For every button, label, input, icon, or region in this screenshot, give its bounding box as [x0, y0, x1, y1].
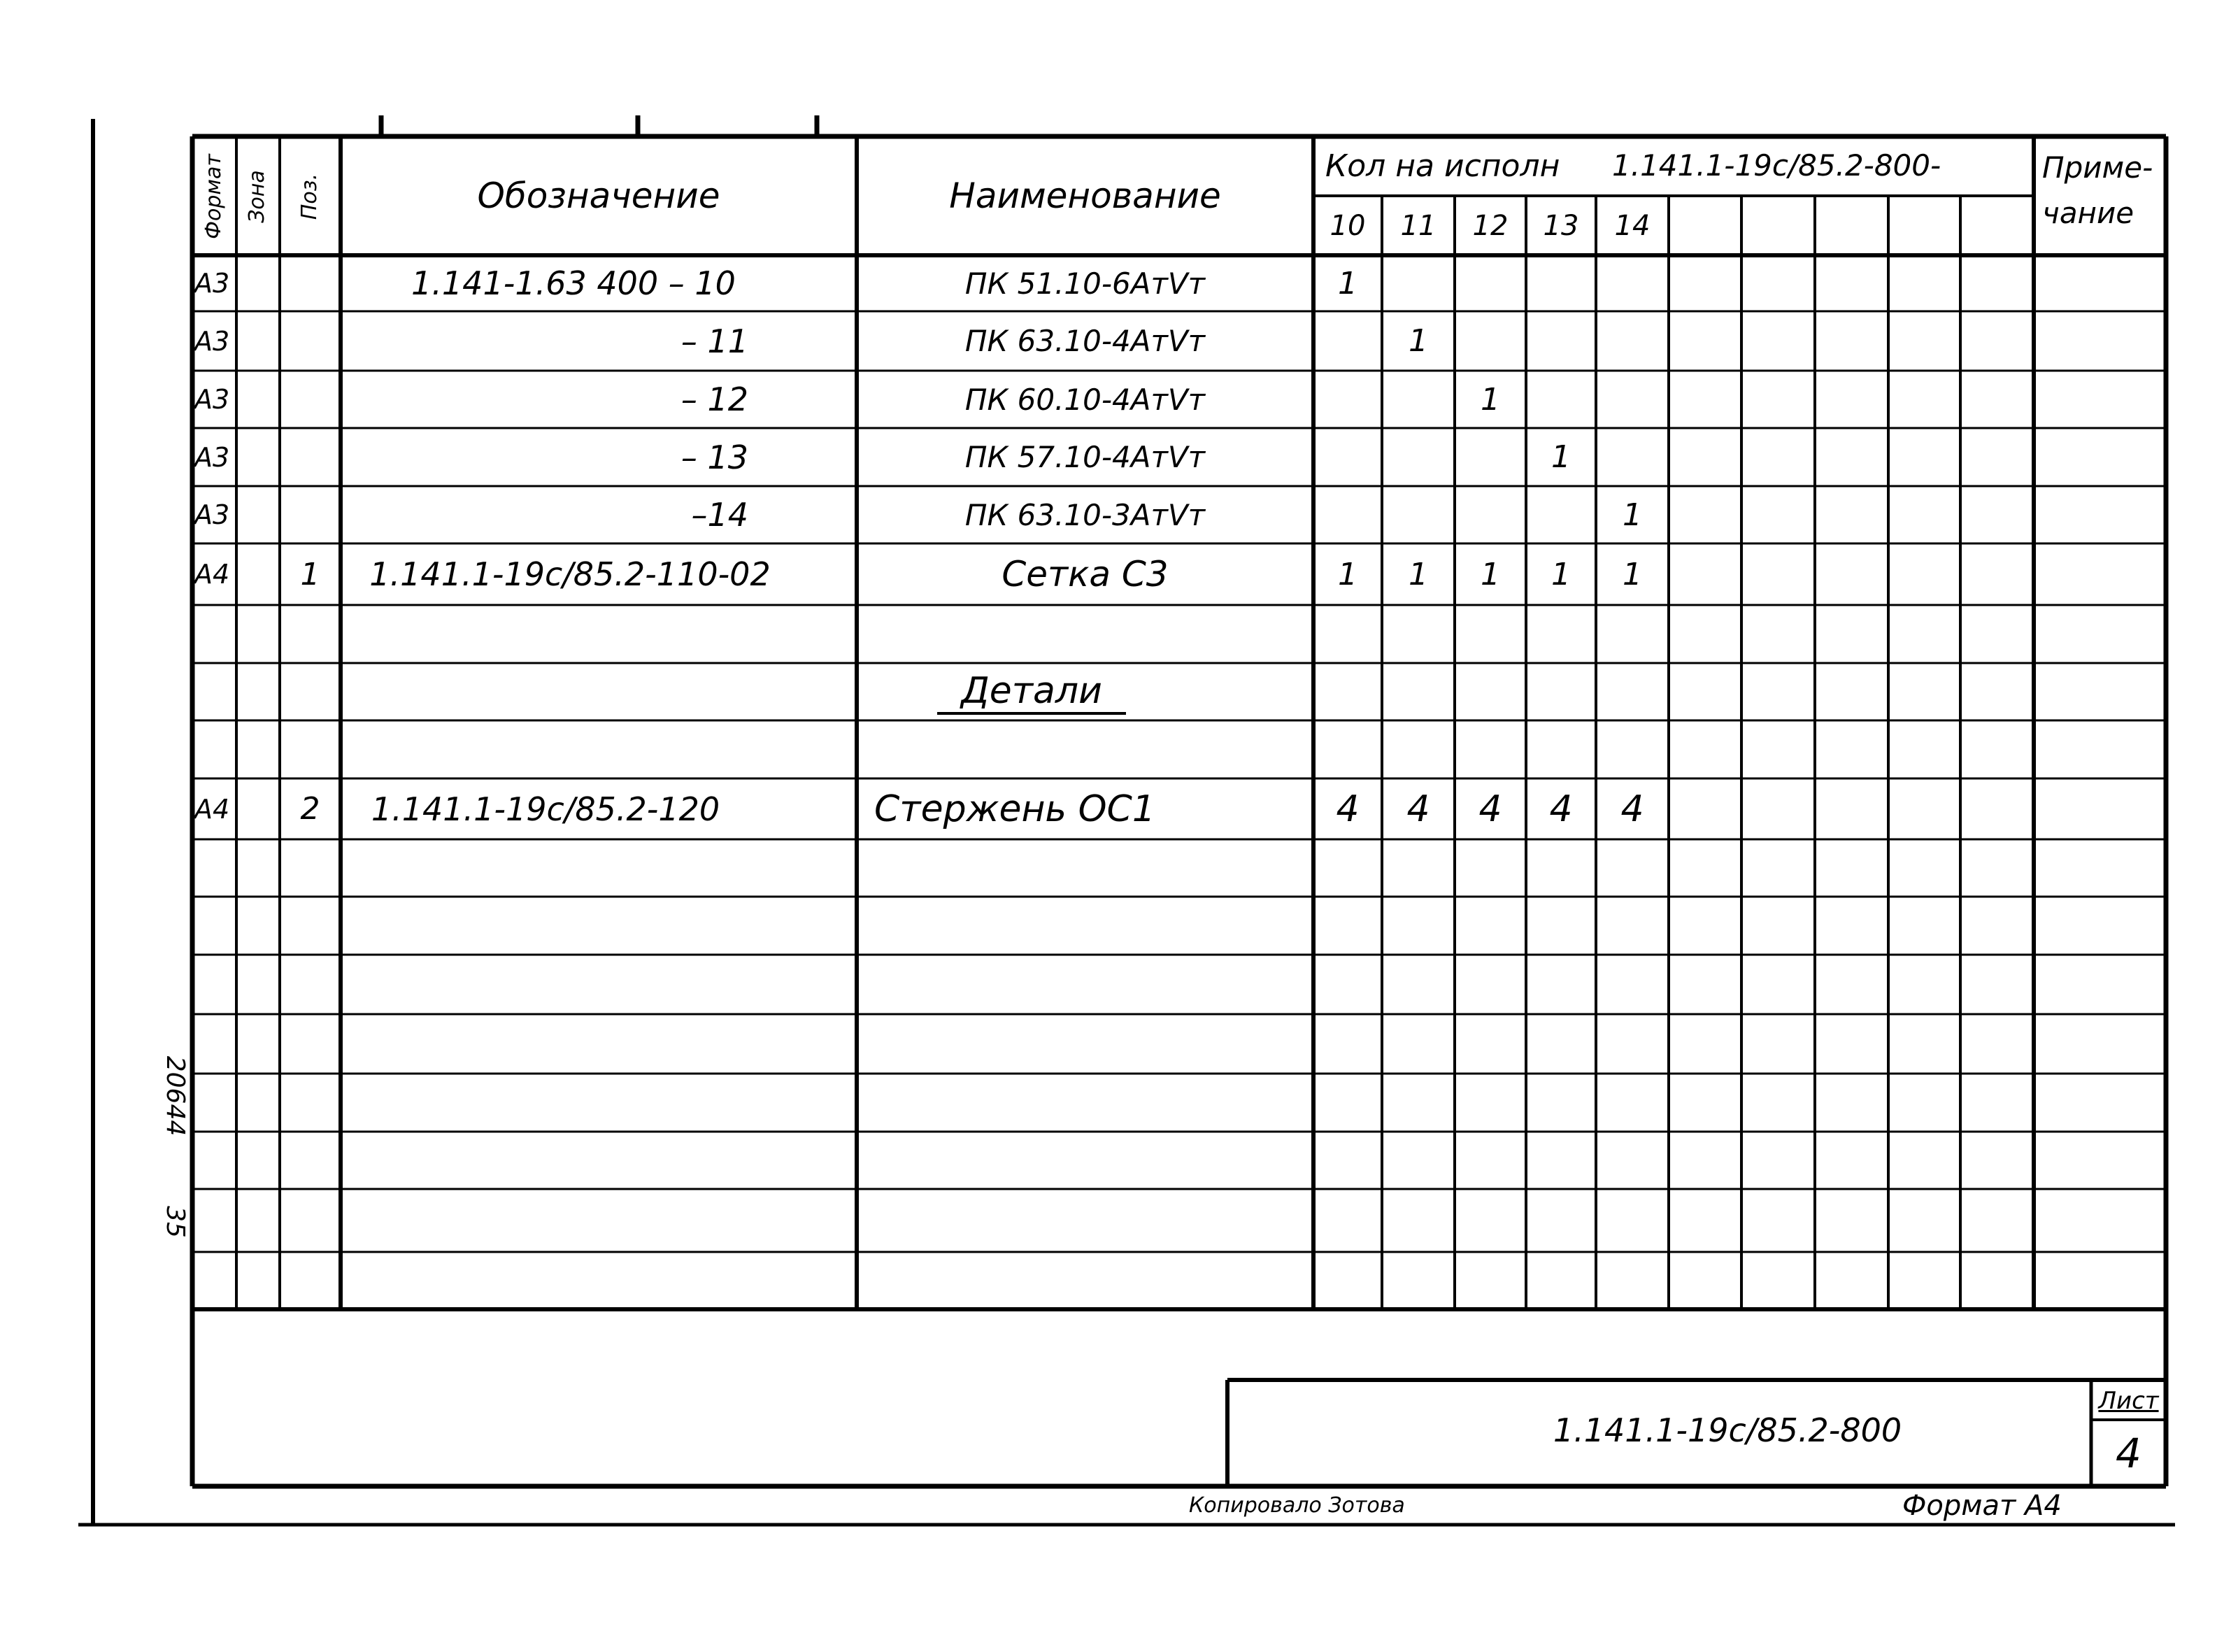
row-pos: 2: [300, 791, 320, 827]
copied-by: Копировало Зотова: [1189, 1493, 1405, 1518]
page-number-margin: 35: [161, 1206, 190, 1238]
variant-header: 10: [1330, 209, 1366, 242]
format-label: Формат А4: [1902, 1490, 2062, 1522]
row-qty: 1: [1481, 556, 1500, 592]
row-name: ПК 63.10-3АтⅤт: [964, 497, 1206, 532]
section-title: Детали: [961, 670, 1102, 712]
row-name: ПК 63.10-4АтⅤт: [964, 324, 1206, 358]
row-format: А3: [194, 268, 230, 299]
row-qty: 1: [1481, 381, 1500, 418]
inventory-number: 20644: [161, 1055, 190, 1137]
row-qty: 1: [1338, 265, 1357, 301]
row-format: А4: [194, 793, 230, 825]
row-format: А3: [194, 441, 230, 473]
row-qty: 1: [1409, 323, 1428, 359]
sheet-number: 4: [2116, 1429, 2141, 1477]
variant-header: 14: [1614, 209, 1651, 242]
row-name: Стержень ОС1: [874, 788, 1155, 830]
row-designation: – 13: [680, 438, 748, 476]
sheet-label: Лист: [2098, 1386, 2159, 1415]
row-designation: – 11: [680, 322, 748, 360]
row-designation: 1.141.1-19с/85.2-110-02: [369, 555, 771, 593]
row-name: ПК 60.10-4АтⅤт: [964, 382, 1206, 417]
variant-header: 11: [1400, 209, 1437, 242]
row-qty: 1: [1623, 497, 1642, 533]
row-designation: 1.141-1.63 400 – 10: [411, 264, 736, 302]
row-qty: 1: [1551, 439, 1571, 475]
row-qty: 1: [1551, 556, 1571, 592]
row-format: А4: [194, 559, 230, 590]
header-designation: Обозначение: [477, 176, 720, 216]
row-qty: 4: [1620, 788, 1644, 830]
row-qty: 4: [1406, 788, 1430, 830]
doc-code: 1.141.1-19с/85.2-800: [1553, 1411, 1902, 1449]
header-qty-prefix: Кол на исполн: [1325, 148, 1560, 184]
row-name: ПК 57.10-4АтⅤт: [964, 440, 1206, 474]
row-qty: 4: [1478, 788, 1502, 830]
row-format: А3: [194, 325, 230, 357]
row-designation: – 12: [680, 380, 748, 418]
header-name: Наименование: [949, 176, 1221, 216]
row-qty: 4: [1549, 788, 1573, 830]
header-zone: Зона: [245, 170, 269, 223]
row-format: А3: [194, 499, 230, 530]
row-name: Сетка С3: [1002, 554, 1169, 594]
header-format: Формат: [201, 154, 226, 239]
row-qty: 1: [1338, 556, 1357, 592]
row-name: ПК 51.10-6АтⅤт: [964, 266, 1206, 301]
row-format: А3: [194, 384, 230, 415]
header-note-2: чание: [2042, 196, 2134, 230]
row-designation: 1.141.1-19с/85.2-120: [371, 790, 720, 828]
row-qty: 4: [1336, 788, 1360, 830]
row-designation: –14: [691, 496, 748, 534]
row-pos: 1: [300, 556, 320, 592]
header-qty-code: 1.141.1-19с/85.2-800-: [1612, 148, 1941, 183]
header-note-1: Приме-: [2042, 150, 2153, 185]
variant-header: 12: [1472, 209, 1509, 242]
row-qty: 1: [1623, 556, 1642, 592]
header-pos: Поз.: [297, 173, 322, 220]
row-qty: 1: [1409, 556, 1428, 592]
variant-header: 13: [1543, 209, 1579, 242]
